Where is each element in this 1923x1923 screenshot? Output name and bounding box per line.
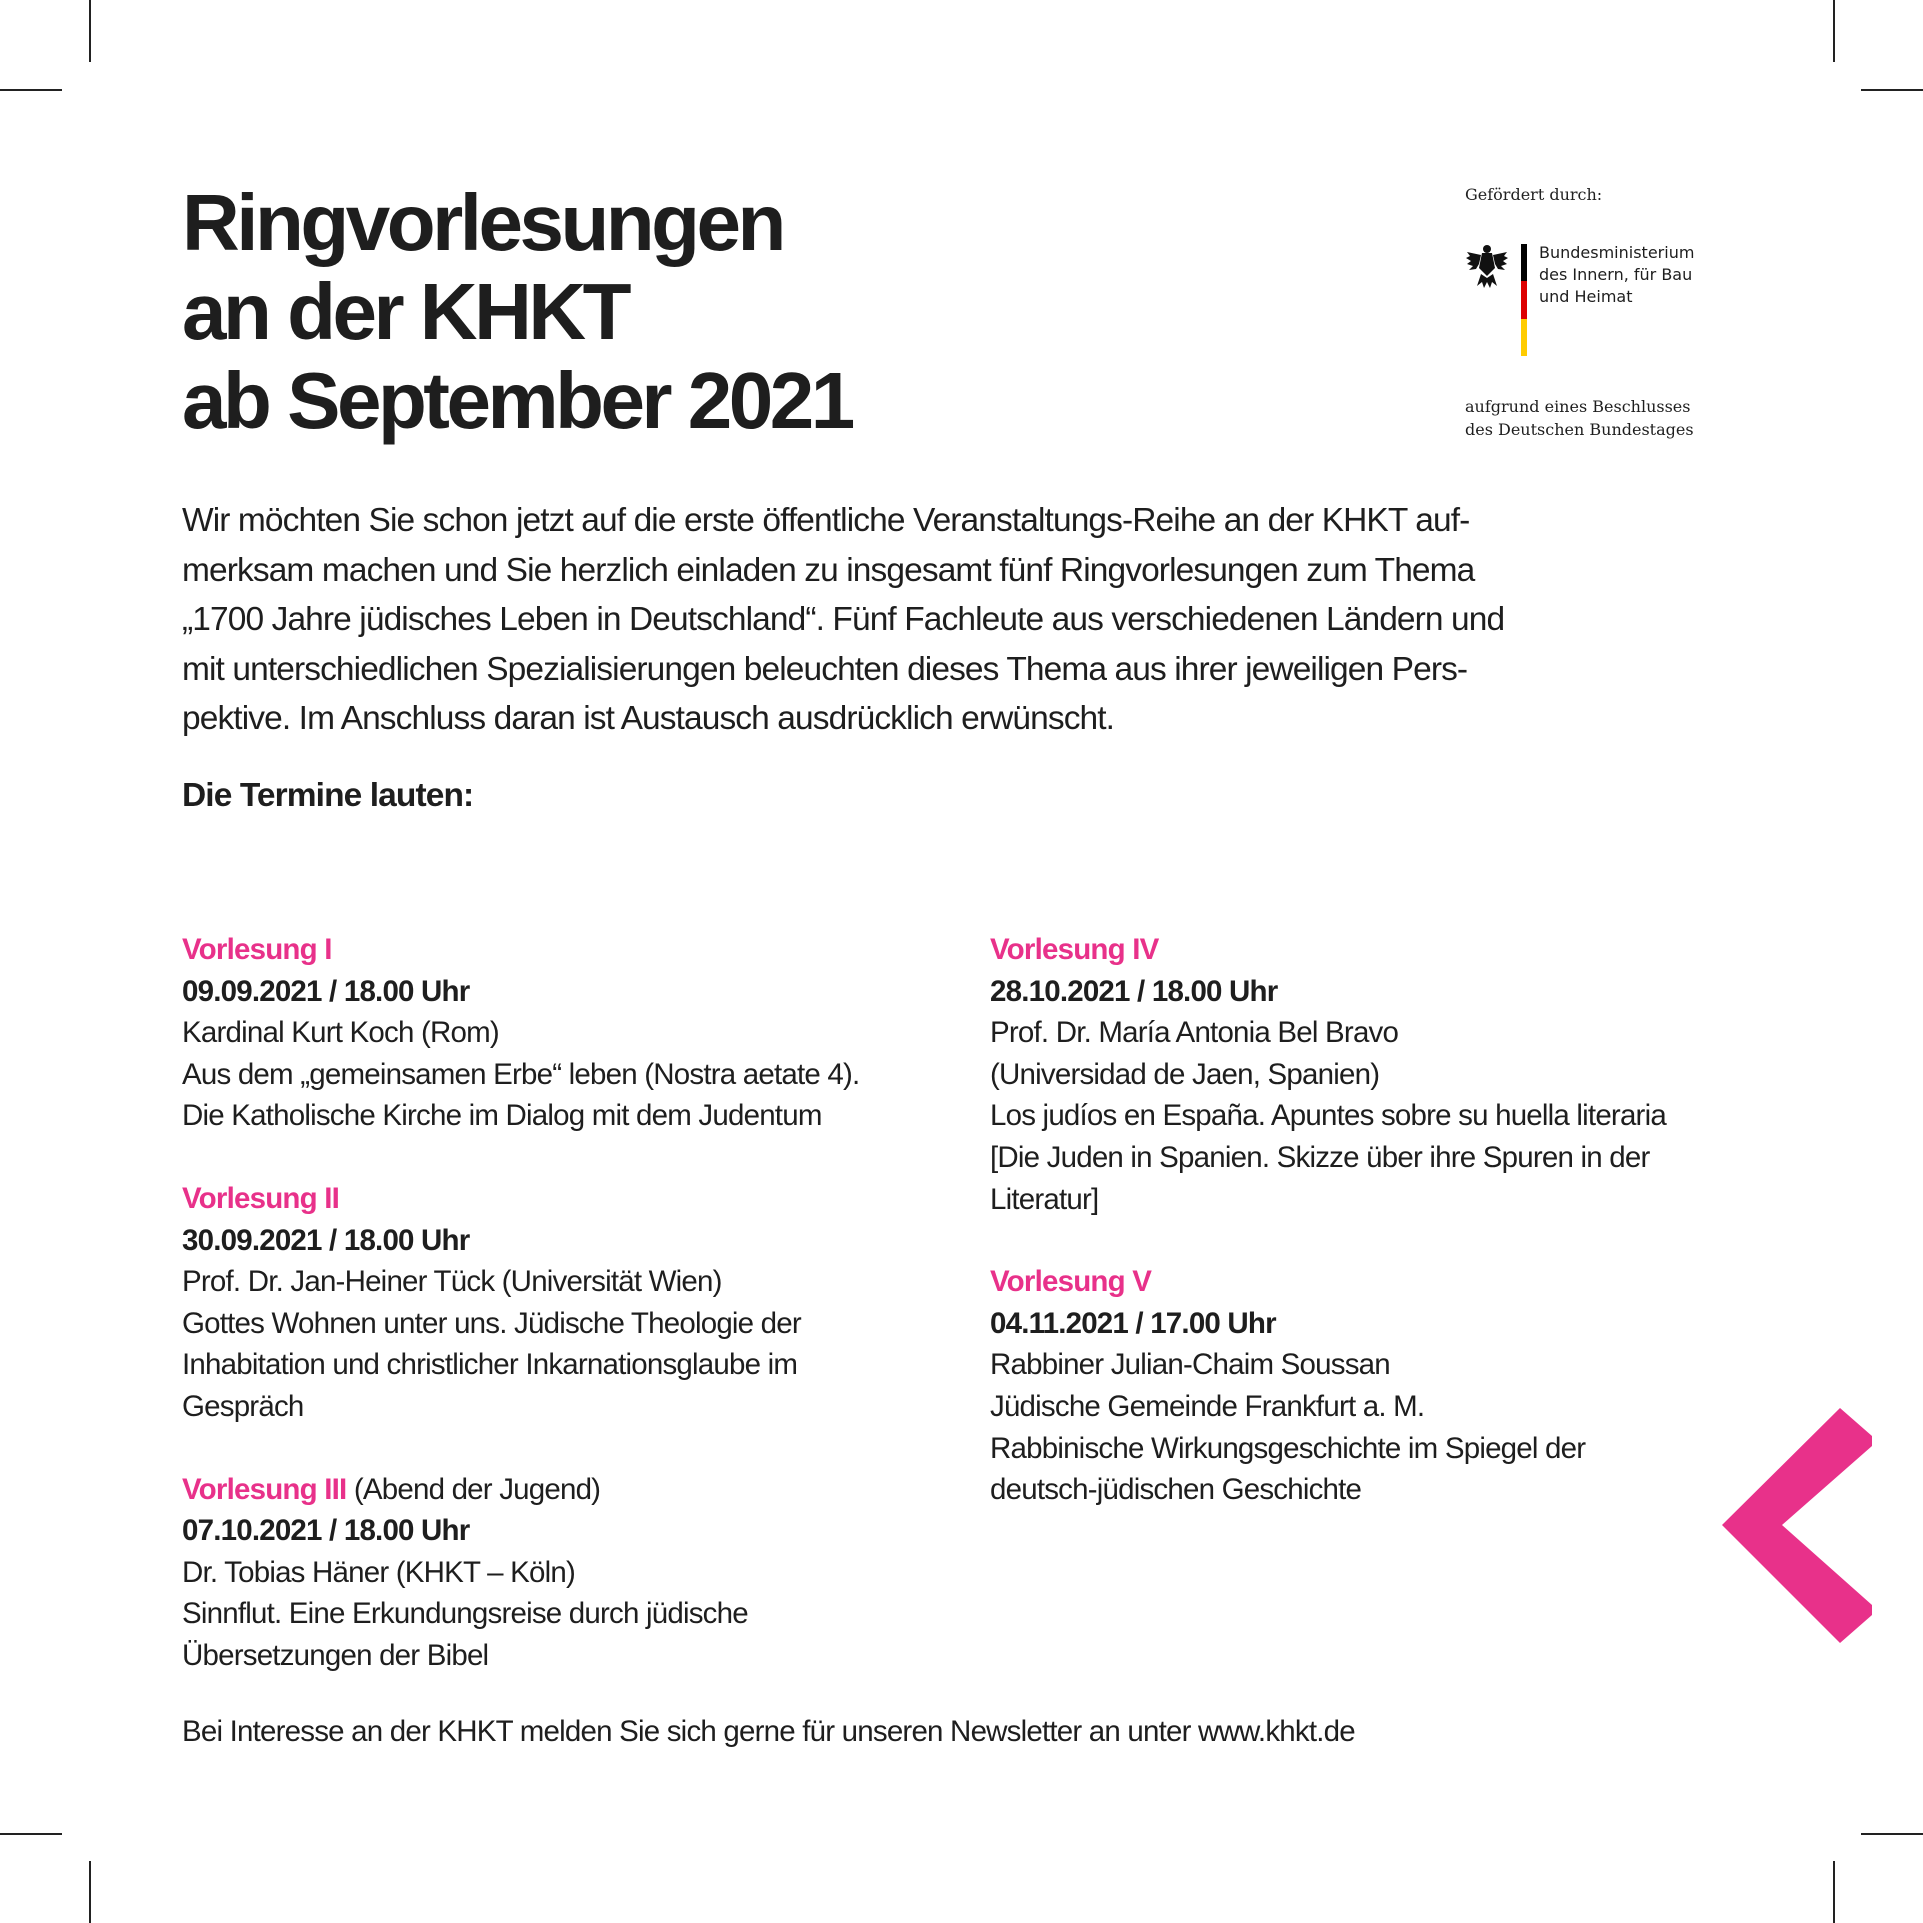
lecture-1 — [182, 929, 962, 1137]
sponsor-note — [1465, 395, 1694, 441]
sponsor-note-line: des Deutschen Bundestages — [1465, 420, 1694, 439]
lecture-line: Gottes Wohnen unter uns. Jüdische Theologie der — [182, 1306, 801, 1340]
lecture-date: 30.09.2021 / 18.00 Uhr — [182, 1223, 470, 1257]
lecture-line: Kardinal Kurt Koch (Rom) — [182, 1016, 499, 1050]
lecture-label: Vorlesung I — [182, 933, 332, 966]
lecture-label: Vorlesung IV — [990, 933, 1159, 966]
lecture-line: Prof. Dr. María Antonia Bel Bravo — [990, 1016, 1399, 1050]
intro-line: mit unterschiedlichen Spezialisierungen beleuchten dieses Thema aus ihrer jeweiligen Pers- — [182, 650, 1468, 688]
flag-red — [1521, 281, 1527, 318]
german-flag-bar — [1521, 244, 1527, 356]
lecture-2 — [182, 1178, 962, 1428]
crop-mark — [0, 89, 62, 91]
dates-heading: Die Termine lauten: — [182, 777, 474, 814]
page-title — [182, 178, 852, 445]
intro-paragraph — [182, 496, 1742, 744]
lecture-date: 28.10.2021 / 18.00 Uhr — [990, 974, 1278, 1008]
crop-mark — [1833, 0, 1835, 62]
lecture-line: Jüdische Gemeinde Frankfurt a. M. — [990, 1389, 1425, 1423]
ministry-line: Bundesministerium — [1539, 243, 1695, 262]
sponsor-note-line: aufgrund eines Beschlusses — [1465, 397, 1691, 416]
lecture-line: Übersetzungen der Bibel — [182, 1638, 489, 1672]
title-line: Ringvorlesungen — [182, 178, 783, 267]
lectures-left-column — [182, 929, 962, 1718]
lecture-date: 04.11.2021 / 17.00 Uhr — [990, 1306, 1276, 1340]
lecture-line: Rabbinische Wirkungsgeschichte im Spiegel der — [990, 1431, 1586, 1465]
lecture-5 — [990, 1261, 1770, 1511]
ministry-line: und Heimat — [1539, 287, 1633, 306]
intro-line: pektive. Im Anschluss daran ist Austausch ausdrücklich erwünscht. — [182, 700, 1115, 737]
crop-mark — [89, 0, 91, 62]
flag-gold — [1521, 319, 1527, 356]
chevron-left-icon — [1722, 1408, 1872, 1643]
lecture-line: Los judíos en España. Apuntes sobre su huella literaria — [990, 1099, 1666, 1133]
ministry-name — [1539, 242, 1694, 308]
lecture-line: Literatur] — [990, 1182, 1099, 1216]
intro-line: „1700 Jahre jüdisches Leben in Deutschland“. Fünf Fachleute aus verschiedenen Ländern und — [182, 601, 1505, 638]
lecture-line: Dr. Tobias Häner (KHKT – Köln) — [182, 1555, 576, 1589]
federal-eagle-icon — [1465, 242, 1509, 290]
lecture-line: [Die Juden in Spanien. Skizze über ihre Spuren in der — [990, 1140, 1650, 1174]
lecture-line: Rabbiner Julian-Chaim Soussan — [990, 1348, 1390, 1382]
crop-mark — [1833, 1861, 1835, 1923]
sponsor-label: Gefördert durch: — [1465, 185, 1603, 204]
intro-line: merksam machen und Sie herzlich einladen zu insgesamt fünf Ringvorlesungen zum Thema — [182, 551, 1475, 589]
ministry-line: des Innern, für Bau — [1539, 265, 1693, 284]
lecture-line: Inhabitation und christlicher Inkarnationsglaube im — [182, 1348, 798, 1382]
ministry-logo — [1465, 242, 1765, 362]
crop-mark — [89, 1861, 91, 1923]
lecture-label: Vorlesung III — [182, 1472, 347, 1506]
lecture-note: (Abend der Jugend) — [346, 1472, 601, 1506]
newsletter-note: Bei Interesse an der KHKT melden Sie sich gerne für unseren Newsletter an unter www.khkt.de — [182, 1715, 1355, 1748]
lecture-line: Gespräch — [182, 1389, 304, 1423]
lecture-3 — [182, 1469, 962, 1677]
lecture-line: Prof. Dr. Jan-Heiner Tück (Universität Wien) — [182, 1265, 722, 1299]
crop-mark — [0, 1833, 62, 1835]
crop-mark — [1861, 89, 1923, 91]
lecture-date: 09.09.2021 / 18.00 Uhr — [182, 974, 470, 1008]
chevron-shape — [1722, 1408, 1872, 1643]
flag-black — [1521, 244, 1527, 281]
title-line: ab September 2021 — [182, 356, 852, 445]
lecture-line: Sinnflut. Eine Erkundungsreise durch jüdische — [182, 1597, 748, 1631]
lecture-label: Vorlesung V — [990, 1265, 1152, 1299]
lectures-right-column — [990, 929, 1770, 1552]
lecture-label: Vorlesung II — [182, 1181, 340, 1215]
lecture-line: (Universidad de Jaen, Spanien) — [990, 1057, 1380, 1091]
crop-mark — [1861, 1833, 1923, 1835]
lecture-date: 07.10.2021 / 18.00 Uhr — [182, 1514, 470, 1548]
lecture-4 — [990, 929, 1770, 1220]
title-line: an der KHKT — [182, 267, 628, 356]
intro-line: Wir möchten Sie schon jetzt auf die erste öffentliche Veranstaltungs-Reihe an der KHKT auf- — [182, 502, 1470, 539]
lecture-line: Die Katholische Kirche im Dialog mit dem Judentum — [182, 1099, 822, 1133]
sponsor-block — [1465, 185, 1765, 439]
lecture-line: deutsch-jüdischen Geschichte — [990, 1473, 1362, 1507]
lecture-line: Aus dem „gemeinsamen Erbe“ leben (Nostra aetate 4). — [182, 1057, 860, 1091]
